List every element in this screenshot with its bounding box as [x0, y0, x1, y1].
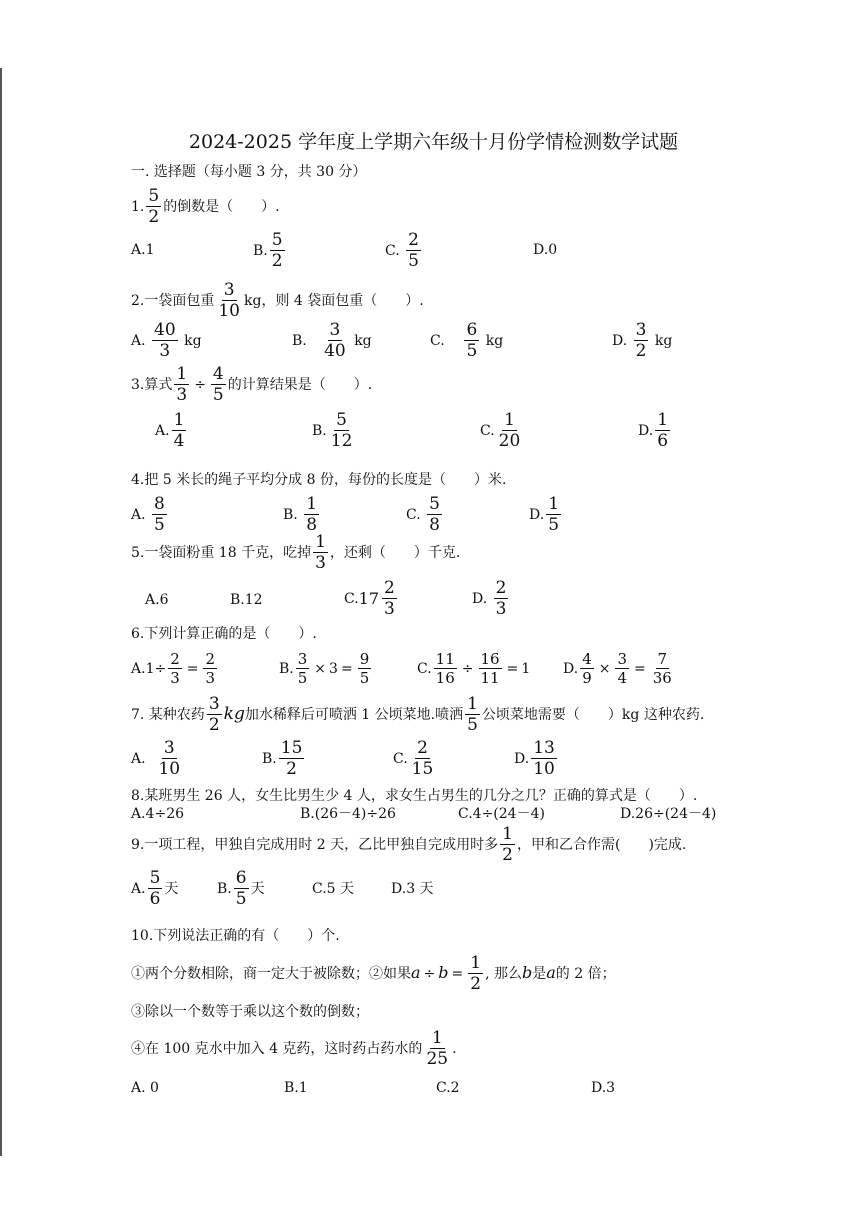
question-7: 7. 某种农药 $\frac{3}{2}$ kg加水稀释后可喷洒 1 公顷菜地.喷洒 $\frac{1}{5}$ 公顷菜地需要（ ）kg 这种农药.: [131, 694, 705, 735]
q6-option-b[interactable]: B. $\frac{3}{5}$ × 3 = $\frac{9}{5}$: [279, 650, 370, 687]
question-9: 9.一项工程，甲独自完成用时 2 天，乙比甲独自完成用时多 $\frac{1}{2}$ ，甲和乙合作需( )完成.: [131, 824, 687, 865]
q5-option-b[interactable]: B.12: [230, 592, 263, 608]
q10-option-d[interactable]: D.3: [591, 1080, 616, 1096]
q7-option-c[interactable]: C. $\frac{2}{15}$: [393, 738, 434, 779]
page-title: 2024-2025 学年度上学期六年级十月份学情检测数学试题: [188, 131, 679, 153]
q9-option-a[interactable]: A. $\frac{5}{6}$ 天: [131, 868, 179, 909]
page-left-border: [0, 68, 2, 1156]
q7-option-d[interactable]: D. $\frac{13}{10}$: [514, 738, 555, 779]
q9-option-c[interactable]: C.5 天: [312, 881, 355, 897]
q8-option-b[interactable]: B.(26－4)÷26: [300, 806, 396, 822]
q4-option-a[interactable]: A. $\frac{8}{5}$: [131, 494, 165, 535]
q9-option-b[interactable]: B. $\frac{6}{5}$ 天: [217, 868, 265, 909]
question-3: 3.算式 $\frac{1}{3}$ ÷ $\frac{4}{5}$ 的计算结果是（ ）.: [131, 364, 373, 405]
question-6: 6.下列计算正确的是（ ）.: [131, 626, 317, 642]
question-4: 4.把 5 米长的绳子平均分成 8 份，每份的长度是（ ）米.: [131, 472, 507, 488]
q9-option-d[interactable]: D.3 天: [391, 881, 434, 897]
q8-option-c[interactable]: C.4÷(24－4): [458, 806, 545, 822]
section-heading: 一. 选择题（每小题 3 分，共 30 分）: [131, 164, 367, 180]
q6-option-d[interactable]: D. $\frac{4}{9}$ × $\frac{3}{4}$ = $\frac{7}{36}$: [563, 650, 672, 687]
q5-option-c[interactable]: C. 17 $\frac{2}{3}$: [344, 578, 395, 619]
q1-option-d[interactable]: D.0: [533, 242, 558, 258]
question-2: 2.一袋面包重 $\frac{3}{10}$ kg，则 4 袋面包重（ ）.: [131, 280, 424, 321]
q10-option-b[interactable]: B.1: [284, 1080, 308, 1096]
question-10: 10.下列说法正确的有（ ）个.: [131, 928, 340, 944]
q7-option-a[interactable]: A. $\frac{3}{10}$: [131, 738, 181, 779]
q10-statement-4: ④在 100 克水中加入 4 克药，这时药占药水的 $\frac{1}{25}$ .: [131, 1028, 457, 1069]
q5-option-d[interactable]: D. $\frac{2}{3}$: [472, 578, 507, 619]
q6-option-c[interactable]: C. $\frac{11}{16}$ ÷ $\frac{16}{11}$ = 1: [417, 650, 531, 687]
q3-option-d[interactable]: D. $\frac{1}{6}$: [638, 410, 669, 451]
q1-option-c[interactable]: C. $\frac{2}{5}$: [385, 230, 419, 271]
q8-option-d[interactable]: D.26÷(24－4): [620, 806, 717, 822]
question-8: 8.某班男生 26 人，女生比男生少 4 人，求女生占男生的几分之几？正确的算式是（ ）.: [131, 788, 698, 804]
q8-option-a[interactable]: A.4÷26: [131, 806, 185, 822]
q10-statement-1-2: ①两个分数相除，商一定大于被除数；②如果a ÷ b = $\frac{1}{2}$ , 那么b是a的 2 倍；: [131, 953, 616, 994]
q4-option-c[interactable]: C. $\frac{5}{8}$: [406, 494, 440, 535]
q1-option-a[interactable]: A.1: [131, 242, 155, 258]
q10-option-c[interactable]: C.2: [436, 1080, 460, 1096]
q3-option-b[interactable]: B. $\frac{5}{12}$: [312, 410, 353, 451]
q3-option-c[interactable]: C. $\frac{1}{20}$: [480, 410, 521, 451]
q2-option-b[interactable]: B. $\frac{3}{40}$ kg: [292, 320, 372, 361]
q4-option-d[interactable]: D. $\frac{1}{5}$: [529, 494, 560, 535]
q2-option-c[interactable]: C. $\frac{6}{5}$ kg: [430, 320, 504, 361]
question-1: 1. $\frac{5}{2}$ 的倒数是（ ）.: [131, 186, 280, 227]
question-5: 5.一袋面粉重 18 千克，吃掉 $\frac{1}{3}$ ，还剩（ ）千克.: [131, 532, 461, 573]
fraction: $\frac{5}{2}$: [148, 186, 160, 227]
q10-option-a[interactable]: A. 0: [131, 1080, 159, 1096]
q3-option-a[interactable]: A. $\frac{1}{4}$: [155, 410, 185, 451]
q5-option-a[interactable]: A.6: [145, 592, 169, 608]
q10-statement-3: ③除以一个数等于乘以这个数的倒数；: [131, 1004, 369, 1020]
q6-option-a[interactable]: A.1÷ $\frac{2}{3}$ = $\frac{2}{3}$: [131, 650, 216, 687]
q2-option-d[interactable]: D. $\frac{3}{2}$ kg: [612, 320, 673, 361]
q1-option-b[interactable]: B. $\frac{5}{2}$: [253, 230, 283, 271]
q7-option-b[interactable]: B. $\frac{15}{2}$: [262, 738, 303, 779]
q2-option-a[interactable]: A. $\frac{40}{3}$ kg: [131, 320, 202, 361]
q4-option-b[interactable]: B. $\frac{1}{8}$: [283, 494, 318, 535]
